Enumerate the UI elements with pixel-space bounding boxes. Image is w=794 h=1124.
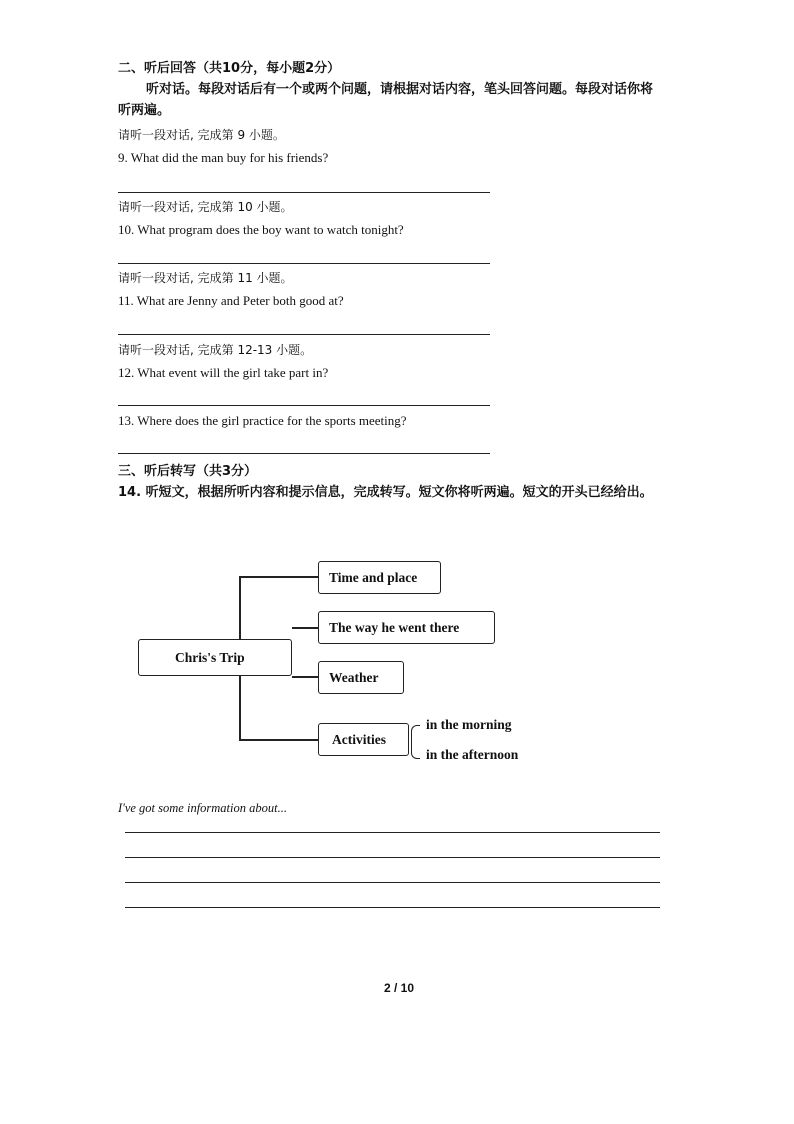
page-number: 2 / 10 [384,981,415,995]
section-2-title: 二、听后回答（共10分，每小题2分） [118,61,341,76]
branch-activities: Activities [318,723,409,756]
writing-line[interactable] [125,832,660,833]
section-3-title: 三、听后转写（共3分） [118,464,258,479]
question-14-number: 14. [118,485,142,500]
center-node: Chris's Trip [138,639,292,676]
question-group-prompt: 请听一段对话, 完成第 10 小题。 [118,200,293,214]
question-12: 12. What event will the girl take part in? [118,365,329,380]
question-group-prompt: 请听一段对话, 完成第 11 小题。 [118,271,293,285]
branch-weather: Weather [318,661,404,694]
branch-time-and-place: Time and place [318,561,441,594]
connector-activities [239,739,318,741]
question-group-prompt: 请听一段对话, 完成第 9 小题。 [118,128,285,142]
activities-bracket [411,725,420,759]
writing-line[interactable] [125,857,660,858]
question-10: 10. What program does the boy want to watch tonight? [118,222,404,237]
writing-line[interactable] [125,907,660,908]
connector-weather [292,676,318,678]
question-group-prompt: 请听一段对话, 完成第 12-13 小题。 [118,343,313,357]
writing-starter: I've got some information about... [118,801,287,815]
question-9: 9. What did the man buy for his friends? [118,150,329,165]
connector-way [292,627,318,629]
activity-afternoon: in the afternoon [426,747,519,762]
question-13: 13. Where does the girl practice for the sports meeting? [118,413,407,428]
activity-morning: in the morning [426,717,512,732]
question-11: 11. What are Jenny and Peter both good at? [118,293,344,308]
branch-the-way: The way he went there [318,611,495,644]
question-14-text: 听短文，根据所听内容和提示信息，完成转写。短文你将听两遍。短文的开头已经给出。 [145,485,653,500]
connector-time [239,576,318,578]
section-2-instruction: 听对话。每段对话后有一个或两个问题，请根据对话内容，笔头回答问题。每段对话你将听两遍。 [118,82,654,118]
writing-line[interactable] [125,882,660,883]
